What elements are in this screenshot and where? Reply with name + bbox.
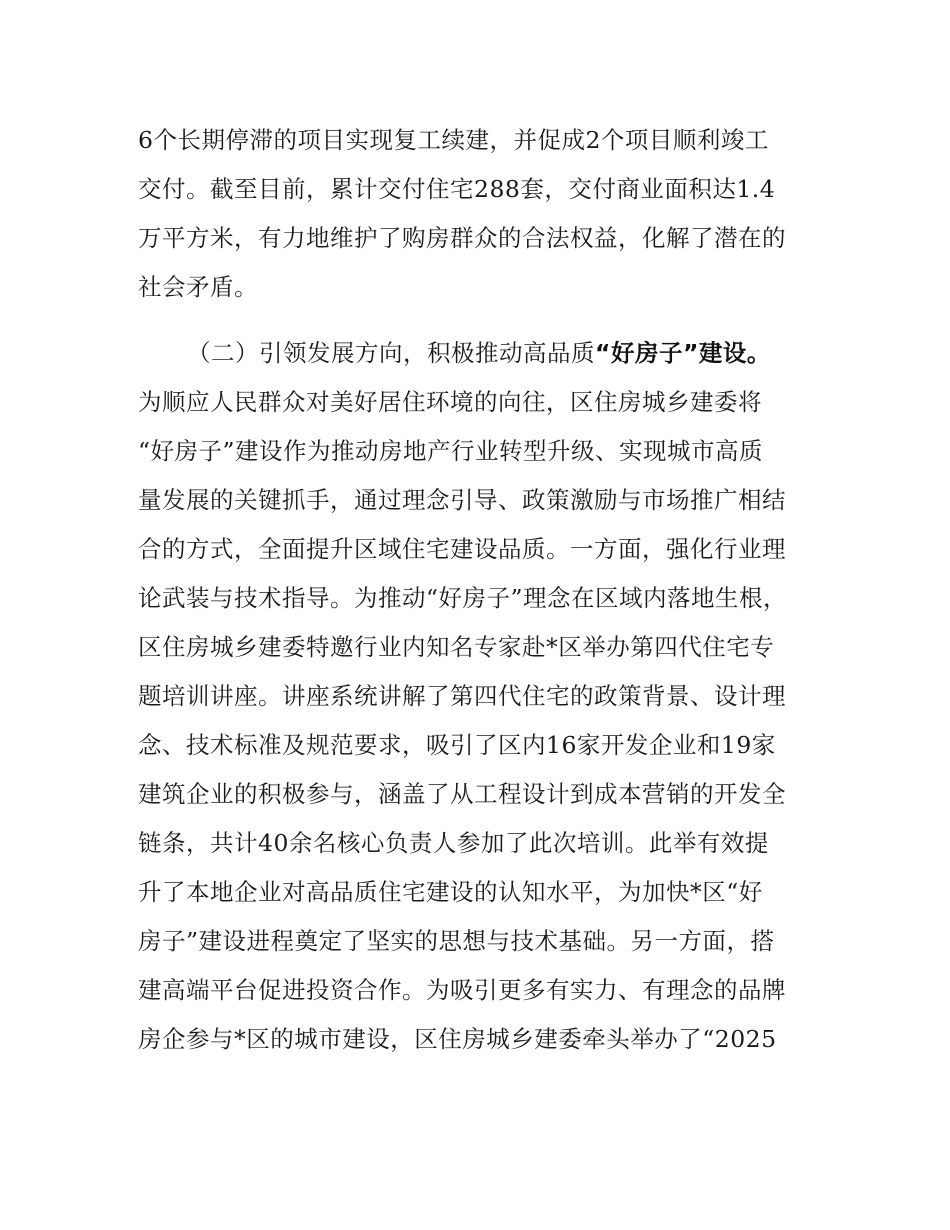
text-line: 6个长期停滞的项目实现复工续建，并促成2个项目顺利竣工: [138, 126, 769, 154]
text-line: 链条，共计40余名核心负责人参加了此次培训。此举有效提: [138, 829, 769, 857]
text-line: 为顺应人民群众对美好居住环境的向往，区住房城乡建委将: [138, 388, 762, 416]
text-line: 合的方式，全面提升区域住宅建设品质。一方面，强化行业理: [138, 535, 786, 563]
heading-prefix: （二）引领发展方向，积极推动高品质: [187, 339, 595, 367]
text-line: 房企参与*区的城市建设，区住房城乡建委牵头举办了“2025: [138, 1025, 777, 1053]
text-line: 论武装与技术指导。为推动“好房子”理念在区域内落地生根，: [138, 584, 788, 612]
text-line: 念、技术标准及规范要求，吸引了区内16家开发企业和19家: [138, 731, 776, 759]
section-heading-line: [187, 333, 950, 373]
text-line: 社会矛盾。: [138, 273, 258, 301]
text-line: 区住房城乡建委特邀行业内知名专家赴*区举办第四代住宅专: [138, 633, 775, 661]
text-line: 建高端平台促进投资合作。为吸引更多有实力、有理念的品牌: [138, 976, 786, 1004]
text-line: “好房子”建设作为推动房地产行业转型升级、实现城市高质: [138, 437, 764, 465]
text-line: 量发展的关键抓手，通过理念引导、政策激励与市场推广相结: [138, 486, 786, 514]
text-line: 万平方米，有力地维护了购房群众的合法权益，化解了潜在的: [138, 224, 786, 252]
section-heading: “好房子”建设。: [595, 339, 771, 367]
text-line: 建筑企业的积极参与，涵盖了从工程设计到成本营销的开发全: [138, 780, 786, 808]
text-line: 房子”建设进程奠定了坚实的思想与技术基础。另一方面，搭: [138, 927, 775, 955]
text-line: 交付。截至目前，累计交付住宅288套，交付商业面积达1.4: [138, 175, 776, 203]
text-line: 题培训讲座。讲座系统讲解了第四代住宅的政策背景、设计理: [138, 682, 786, 710]
text-line: 升了本地企业对高品质住宅建设的认知水平，为加快*区“好: [138, 878, 763, 906]
